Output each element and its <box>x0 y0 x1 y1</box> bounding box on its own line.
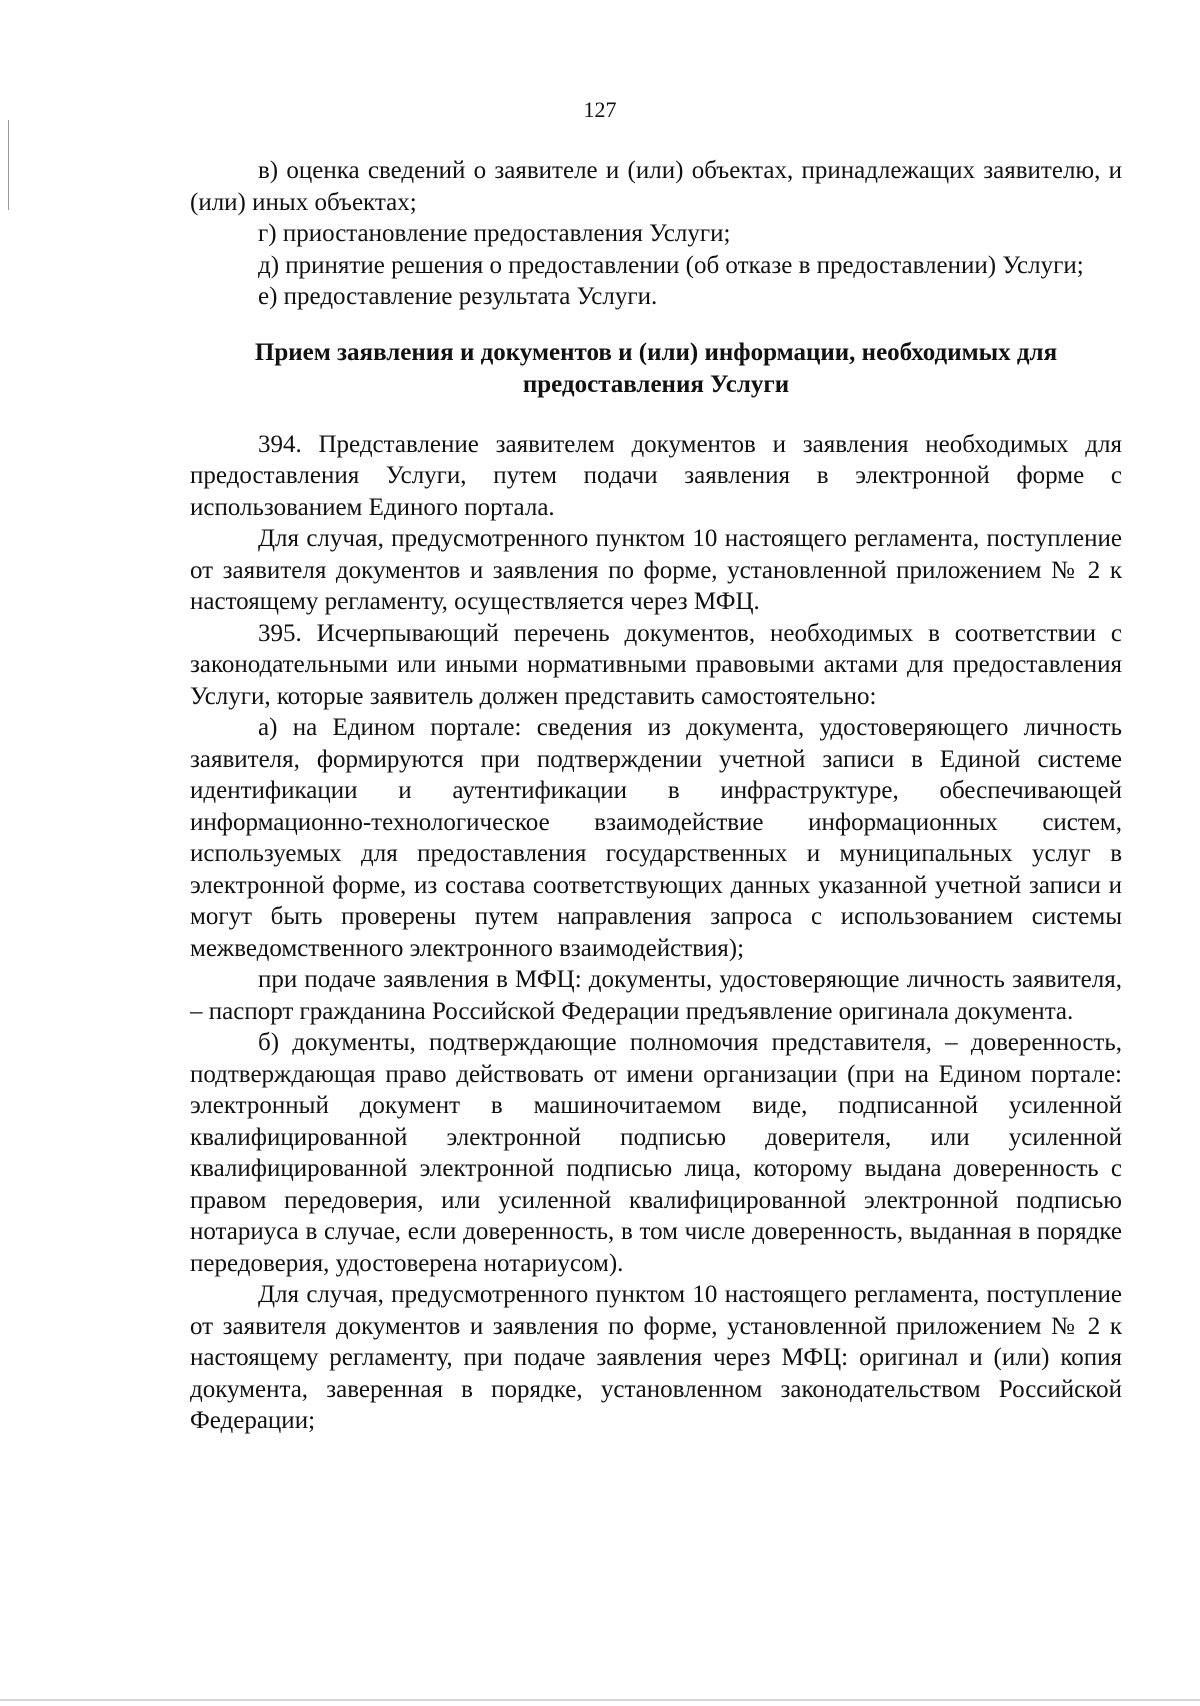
page-number: 127 <box>583 97 617 122</box>
paragraph-item-e: е) предоставление результата Услуги. <box>258 283 658 310</box>
paragraph-395-mfc: при подаче заявления в МФЦ: документы, удостоверяющие личность заявителя, – паспорт гражданина Российской Федерации предъявление оригинала документа. <box>190 966 1122 1025</box>
document-body <box>190 155 1122 1437</box>
scan-bottom-edge <box>0 1699 1200 1701</box>
scan-edge-mark <box>8 120 9 210</box>
paragraph-item-d: д) принятие решения о предоставлении (об отказе в предоставлении) Услуги; <box>258 251 1084 279</box>
paragraph-395-a: а) на Едином портале: сведения из документа, удостоверяющего личность заявителя, формируются при подтверждении учетной записи в Единой системе идентификации и аутентификации в инфраструктуре, обеспечивающей информационно-технологическое взаимодействие информационных систем, используемых для предоставления государственных и муниципальных услуг в электронной форме, из состава соответствующих данных указанной учетной записи и могут быть проверены путем направления запроса с использованием системы межведомственного электронного взаимодействия); <box>190 714 1122 962</box>
paragraph-item-g: г) приостановление предоставления Услуги; <box>258 220 731 247</box>
paragraph-394: 394. Представление заявителем документов и заявления необходимых для предоставления Услуги, путем подачи заявления в электронной форме с использованием Единого портала. <box>190 430 1122 521</box>
section-heading: Прием заявления и документов и (или) информации, необходимых для предоставления Услуги <box>254 338 1058 398</box>
paragraph-item-v: в) оценка сведений о заявителе и (или) объектах, принадлежащих заявителю, и (или) иных объектах; <box>190 157 1122 216</box>
paragraph-395-b: б) документы, подтверждающие полномочия представителя, – доверенность, подтверждающая право действовать от имени организации (при на Едином портале: электронный документ в машиночитаемом виде, подписанной усиленной квалифицированной электронной подписью доверителя, или усиленной квалифицированной электронной подписью лица, которому выдана доверенность с правом передоверия, или усиленной квалифицированной электронной подписью нотариуса в случае, если доверенность, в том числе доверенность, выданная в порядке передоверия, удостоверена нотариусом). <box>190 1029 1122 1277</box>
paragraph-394-case: Для случая, предусмотренного пунктом 10 настоящего регламента, поступление от заявителя документов и заявления по форме, установленной приложением № 2 к настоящему регламенту, осуществляется через МФЦ. <box>190 525 1122 615</box>
paragraph-395-case: Для случая, предусмотренного пунктом 10 настоящего регламента, поступление от заявителя документов и заявления по форме, установленной приложением № 2 к настоящему регламенту, при подаче заявления через МФЦ: оригинал и (или) копия документа, заверенная в порядке, установленном законодательством Российской Федерации; <box>190 1281 1122 1434</box>
paragraph-395: 395. Исчерпывающий перечень документов, необходимых в соответствии с законодательными или иными нормативными правовыми актами для предоставления Услуги, которые заявитель должен представить самостоятельно: <box>190 619 1122 710</box>
